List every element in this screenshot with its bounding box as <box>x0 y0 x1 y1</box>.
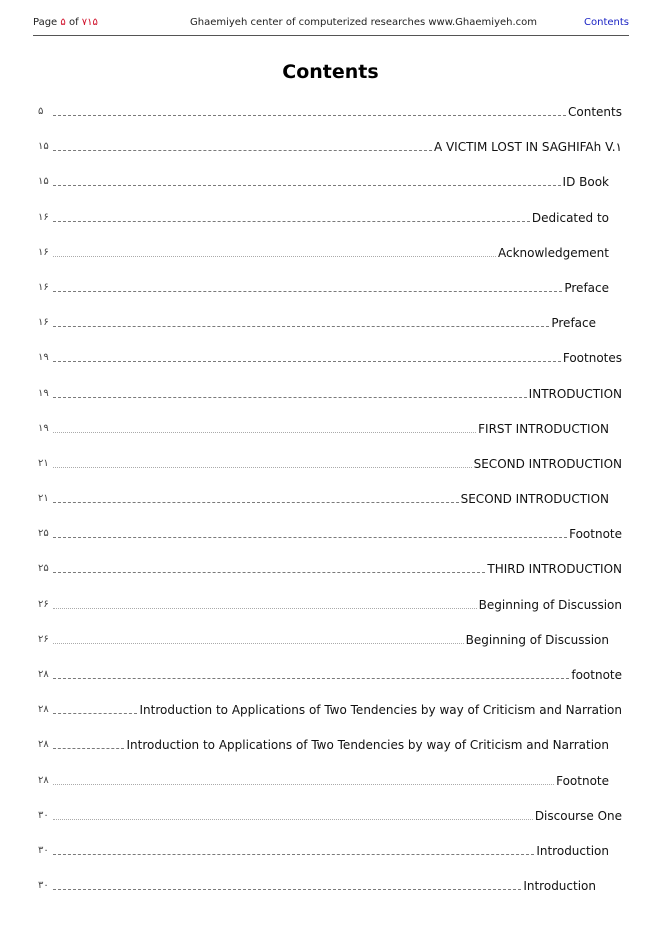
dot-leader <box>53 349 561 362</box>
toc-entry-title[interactable]: INTRODUCTION <box>528 386 622 401</box>
toc-entry[interactable] <box>38 877 622 912</box>
toc-entry[interactable] <box>38 631 622 666</box>
toc-entry-title[interactable]: Contents <box>568 105 622 119</box>
header-center-text: Ghaemiyeh center of computerized researches www.Ghaemiyeh.com <box>190 17 538 28</box>
toc-entry-title[interactable]: Discourse One <box>534 808 622 823</box>
dot-leader <box>53 701 137 714</box>
page-current: ۵ <box>60 17 66 28</box>
toc-entry-title[interactable]: Introduction <box>523 879 596 894</box>
toc-entry-title[interactable]: Introduction <box>536 843 609 858</box>
toc-page-number: ۲۸ <box>38 739 49 751</box>
toc-entry[interactable] <box>38 596 622 631</box>
dot-leader <box>53 314 549 327</box>
toc-entry[interactable] <box>38 103 622 138</box>
toc-entry-title[interactable]: FIRST INTRODUCTION <box>478 421 609 436</box>
toc-page-number: ۲۸ <box>38 669 49 680</box>
dot-leader <box>53 807 533 820</box>
toc-page-number: ۲۱ <box>38 493 49 505</box>
toc-entry-title[interactable]: Introduction to Applications of Two Tendencies by way of Criticism and Narration <box>139 703 622 718</box>
dot-leader <box>53 138 432 151</box>
dot-leader <box>53 877 521 890</box>
toc-page-number: ۱۵ <box>38 141 49 153</box>
toc-entry[interactable] <box>38 314 622 349</box>
toc-entry[interactable] <box>38 560 622 595</box>
page-total: ۷۱۵ <box>81 17 98 28</box>
dot-leader <box>53 490 459 503</box>
toc-entry[interactable] <box>38 138 622 173</box>
toc-entry-title[interactable]: THIRD INTRODUCTION <box>487 562 622 577</box>
toc-entry[interactable] <box>38 173 622 208</box>
toc-page-number: ۲۸ <box>38 704 49 716</box>
page-of: of <box>68 17 79 28</box>
toc-entry-title[interactable]: Beginning of Discussion <box>478 597 622 612</box>
toc-entry-title[interactable]: A VICTIM LOST IN SAGHIFAh V.۱ <box>433 140 622 155</box>
toc-page-number: ۱۶ <box>38 211 49 223</box>
dot-leader <box>53 736 124 749</box>
toc-entry[interactable] <box>38 772 622 807</box>
toc-entry[interactable] <box>38 455 622 490</box>
toc-page-number: ۵ <box>38 106 44 117</box>
toc-entry[interactable] <box>38 209 622 244</box>
toc-entry-title[interactable]: SECOND INTRODUCTION <box>473 456 622 471</box>
toc-page-number: ۱۶ <box>38 317 49 329</box>
dot-leader <box>53 420 476 433</box>
toc-page-number: ۲۶ <box>38 598 49 610</box>
dot-leader <box>53 596 477 609</box>
dot-leader <box>53 631 464 644</box>
toc-entry-title[interactable]: Footnotes <box>562 351 622 366</box>
dot-leader <box>53 385 527 398</box>
dot-leader <box>53 842 534 855</box>
toc-page-number: ۲۵ <box>38 528 49 540</box>
toc-page-number: ۳۰ <box>38 880 49 892</box>
toc-entry[interactable] <box>38 842 622 877</box>
dot-leader <box>53 772 554 785</box>
toc-entry-title[interactable]: Footnote <box>556 773 609 788</box>
toc-entry[interactable] <box>38 244 622 279</box>
toc-entry-title[interactable]: Preface <box>564 280 609 295</box>
toc-page-number: ۲۶ <box>38 633 49 645</box>
toc-entry-title[interactable]: Acknowledgement <box>497 245 609 260</box>
toc-entry-title[interactable]: Footnote <box>569 527 622 542</box>
toc-entry[interactable] <box>38 385 622 420</box>
toc-entry[interactable] <box>38 349 622 384</box>
table-of-contents <box>38 103 622 912</box>
toc-entry-title[interactable]: footnote <box>571 668 622 682</box>
toc-page-number: ۳۰ <box>38 809 49 821</box>
dot-leader <box>53 455 472 468</box>
toc-entry-title[interactable]: Preface <box>551 316 596 331</box>
contents-link[interactable]: Contents <box>584 17 629 28</box>
toc-entry[interactable] <box>38 525 622 560</box>
dot-leader <box>53 666 569 679</box>
toc-page-number: ۱۶ <box>38 246 49 258</box>
toc-page-number: ۲۵ <box>38 563 49 575</box>
toc-entry[interactable] <box>38 490 622 525</box>
dot-leader <box>53 560 485 573</box>
toc-entry[interactable] <box>38 420 622 455</box>
toc-entry[interactable] <box>38 666 622 701</box>
toc-entry-title[interactable]: Beginning of Discussion <box>465 632 609 647</box>
toc-page-number: ۳۰ <box>38 844 49 856</box>
page-header <box>33 17 629 36</box>
toc-entry-title[interactable]: ID Book <box>562 175 609 190</box>
dot-leader <box>53 244 496 257</box>
page-prefix: Page <box>33 17 58 28</box>
toc-entry[interactable] <box>38 736 622 771</box>
toc-page-number: ۱۹ <box>38 422 49 434</box>
toc-entry[interactable] <box>38 701 622 736</box>
toc-entry-title[interactable]: Dedicated to <box>531 210 609 225</box>
dot-leader <box>53 173 561 186</box>
toc-page-number: ۲۱ <box>38 457 49 469</box>
toc-page-number: ۱۵ <box>38 176 49 188</box>
page-indicator <box>33 17 98 28</box>
dot-leader <box>53 209 530 222</box>
toc-entry[interactable] <box>38 807 622 842</box>
toc-page-number: ۱۶ <box>38 281 49 293</box>
dot-leader <box>53 279 562 292</box>
toc-page-number: ۲۸ <box>38 774 49 786</box>
dot-leader <box>53 103 566 116</box>
toc-page-number: ۱۹ <box>38 352 49 364</box>
toc-page-number: ۱۹ <box>38 387 49 399</box>
toc-entry-title[interactable]: SECOND INTRODUCTION <box>460 492 609 507</box>
dot-leader <box>53 525 567 538</box>
toc-entry-title[interactable]: Introduction to Applications of Two Tendencies by way of Criticism and Narration <box>126 738 609 753</box>
page-title: Contents <box>282 61 379 83</box>
toc-entry[interactable] <box>38 279 622 314</box>
